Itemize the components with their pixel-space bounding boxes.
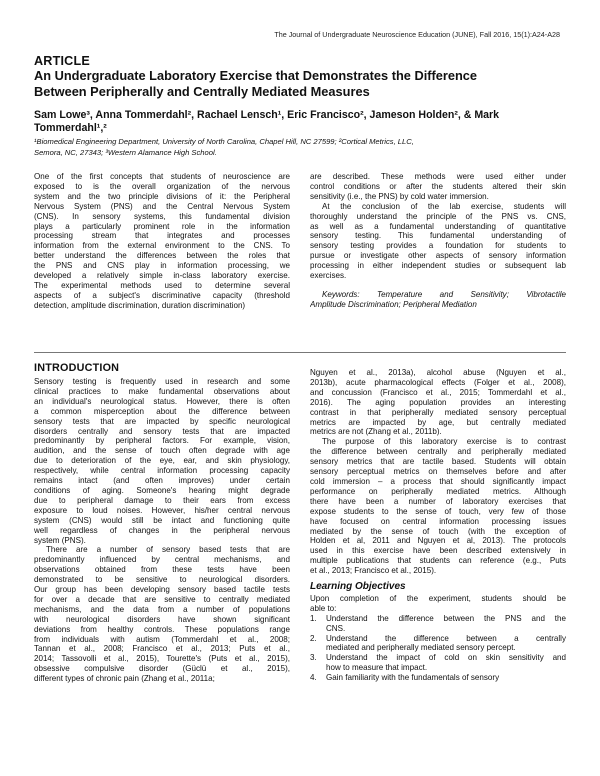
- text-line: pursue or investigate other aspects of sensory information: [310, 251, 566, 261]
- text-line: system and the two principle divisions of it: the Peripheral: [34, 191, 290, 201]
- title-line: Between Peripherally and Centrally Mediated Measures: [34, 84, 370, 99]
- author-line: Tommerdahl¹,²: [34, 122, 107, 134]
- text-line: contrast in that peripherally mediated sensory perceptual: [310, 407, 566, 417]
- text-line: Holden et al, 2011 and Nguyen et al, 2013). The protocols: [310, 536, 566, 546]
- text-line: metrics are not (Zhang et al., 2011b).: [310, 427, 442, 437]
- objective-item: [310, 653, 566, 673]
- objective-text: Understand the difference between the PNS and the: [326, 613, 566, 623]
- text-line: et al., 2013; Francisco et al., 2015).: [310, 566, 437, 576]
- text-line: there have been a number of laboratory exercises that: [310, 496, 566, 506]
- text-line: performance on peripherally mediated metrics. Although: [310, 486, 566, 496]
- affiliation-line: ¹Biomedical Engineering Department, University of North Carolina, Chapel Hill, NC 27599; ²Cortical Metrics, LLC,: [34, 137, 414, 146]
- article-label: ARTICLE: [34, 54, 90, 68]
- text-line: sensory perceptual metrics on themselves before and after: [310, 467, 566, 477]
- objective-text: Gain familiarity with the fundamentals of sensory: [326, 673, 500, 683]
- article-title: [34, 68, 574, 100]
- text-line: well regardless of changes in the peripheral nervous: [34, 525, 290, 535]
- text-line: an individual's neurological status. However, there is often: [34, 396, 290, 406]
- text-line: mechanisms, and the data from a number of populations: [34, 604, 290, 614]
- text-line: system (PNS).: [34, 535, 86, 545]
- text-line: metrics are impacted by age, but centrally mediated: [310, 417, 566, 427]
- text-line: clinical practices to make fundamental observations about: [34, 386, 290, 396]
- text-line: multiple publications that students can reference (e.g., Puts: [310, 556, 566, 566]
- text-line: disorders centrally and sensory tests that are impacted: [34, 426, 290, 436]
- text-line: sensory testing provides a foundation for students to: [310, 241, 566, 251]
- objective-number: 1.: [310, 613, 317, 623]
- learning-objectives-heading: Learning Objectives: [310, 581, 406, 593]
- text-line: 2013b), acute pharmacological effects (Folger et al., 2008),: [310, 377, 566, 387]
- title-line: An Undergraduate Laboratory Exercise that Demonstrates the Difference: [34, 68, 478, 83]
- text-line: There are a number of sensory based tests that are: [46, 545, 290, 555]
- text-line: Keywords: Temperature and Sensitivity; Vibrotactile: [322, 289, 566, 299]
- objective-item: [310, 614, 566, 634]
- intro-paragraph: [34, 377, 290, 545]
- text-line: the difference between centrally and peripherally mediated: [310, 447, 566, 457]
- abstract-paragraph: [310, 202, 566, 281]
- introduction-right-column: [310, 368, 566, 683]
- text-line: due to deterioration of the eye, ear, and skin physiology,: [34, 456, 290, 466]
- text-line: 2016). The aging population provides an interesting: [310, 397, 566, 407]
- text-line: as well as a fundamental understanding of quantitative: [310, 221, 566, 231]
- text-line: cold immersion – a process that should significantly impact: [310, 476, 566, 486]
- text-line: detection, amplitude discrimination, duration discrimination): [34, 300, 246, 310]
- introduction-left-column: [34, 377, 290, 684]
- text-line: (CNS). In sensory systems, this fundamental division: [34, 211, 290, 221]
- introduction-heading: INTRODUCTION: [34, 362, 120, 374]
- text-line: predominantly influenced by central mechanisms, and: [34, 555, 290, 565]
- text-line: sensory testing. This fundamental understanding of: [310, 231, 566, 241]
- objective-number: 3.: [310, 653, 317, 663]
- text-line: Nguyen et al., 2013a), alcohol abuse (Nguyen et al.,: [310, 368, 566, 377]
- text-line: At the conclusion of the lab exercise, students will: [322, 201, 566, 211]
- keywords: [310, 290, 566, 310]
- abstract-paragraph: [310, 172, 566, 202]
- objective-text: CNS.: [326, 623, 346, 633]
- journal-header: The Journal of Undergraduate Neuroscience Education (JUNE), Fall 2016, 15(1):A24-A28: [274, 30, 560, 39]
- objective-text: Understand the impact of cold on skin sensitivity and: [326, 653, 566, 663]
- author-list: [34, 109, 574, 135]
- text-line: processing in either independent studies or subsequent lab: [310, 261, 566, 271]
- text-line: information from the external environment to the CNS. To: [34, 241, 290, 251]
- text-line: for over a decade that are sensitive to centrally mediated: [34, 594, 290, 604]
- text-line: predominantly by peripheral factors. For example, vision,: [34, 436, 290, 446]
- text-line: One of the first concepts that students of neuroscience are: [34, 172, 290, 181]
- text-line: Tannan et al., 2008; Francisco et al., 2013; Puts et al.,: [34, 644, 290, 654]
- text-line: respectively, while central information processing capacity: [34, 466, 290, 476]
- text-line: plays a particularly prominent role in the information: [34, 221, 290, 231]
- text-line: sensory tests that are impacted by specific neurological: [34, 416, 290, 426]
- affiliations: [34, 137, 574, 158]
- text-line: are described. These methods were used either under: [310, 172, 566, 181]
- section-divider: [34, 352, 566, 353]
- objective-item: [310, 673, 566, 683]
- text-line: have focused on central information processing issues: [310, 516, 566, 526]
- text-line: The experimental methods used to determine several: [34, 280, 290, 290]
- text-line: remains intact (and often improves) under certain: [34, 476, 290, 486]
- text-line: Sensory testing is frequently used in research and some: [34, 377, 290, 386]
- text-line: expose students to the sense of touch, very few of those: [310, 506, 566, 516]
- text-line: observations obtained from these tests have been: [34, 565, 290, 575]
- affiliation-line: Semora, NC, 27343; ³Western Alamance High School.: [34, 147, 217, 157]
- text-line: deviations from healthy controls. These populations range: [34, 624, 290, 634]
- text-line: Amplitude Discrimination; Peripheral Mediation: [310, 299, 477, 309]
- text-line: mediated by the sense of touch (with the exception of: [310, 526, 566, 536]
- text-line: demonstrated to be sensitive to neurological disorders.: [34, 575, 290, 585]
- text-line: exercises.: [310, 271, 347, 281]
- text-line: from individuals with autism (Tommerdahl et al., 2008;: [34, 634, 290, 644]
- text-line: 2014; Tassovolli et al., 2015), Tourette's (Puts et al., 2015),: [34, 654, 290, 664]
- author-line: Sam Lowe³, Anna Tommerdahl², Rachael Lensch¹, Eric Francisco², Jameson Holden², & Mark: [34, 109, 500, 121]
- abstract-right-column: [310, 172, 566, 310]
- text-line: developed a relatively simple in-class laboratory exercise.: [34, 271, 290, 281]
- text-line: with neurological disorders have shown significant: [34, 614, 290, 624]
- objectives-list: [310, 614, 566, 683]
- text-line: better understand the differences between the roles that: [34, 251, 290, 261]
- text-line: able to:: [310, 603, 337, 613]
- text-line: exposure to loud noises. However, his/her central nervous: [34, 505, 290, 515]
- intro-paragraph: [310, 437, 566, 576]
- text-line: a common misperception about the difference between: [34, 406, 290, 416]
- text-line: conditions of aging. Someone's hearing might degrade: [34, 485, 290, 495]
- text-line: exposed to is the overall organization of the nervous: [34, 181, 290, 191]
- text-line: obsessive compulsive disorder (Güclü et al., 2015),: [34, 664, 290, 674]
- text-line: The purpose of this laboratory exercise is to contrast: [322, 437, 566, 447]
- text-line: aspects of a subject's discriminative capacity (threshold: [34, 290, 290, 300]
- text-line: due to peripheral damage to their ears from excess: [34, 495, 290, 505]
- intro-paragraph: [310, 368, 566, 437]
- text-line: used in this exercise have been described extensively in: [310, 546, 566, 556]
- text-line: sensory metrics that are tactile based. Students will obtain: [310, 457, 566, 467]
- objective-text: Understand the difference between a centrally: [326, 633, 566, 643]
- text-line: control conditions or after the students altered their skin: [310, 181, 566, 191]
- text-line: Nervous System (PNS) and the Central Nervous System: [34, 201, 290, 211]
- text-line: system (CNS) would still be intact and functioning quite: [34, 515, 290, 525]
- objective-item: [310, 634, 566, 654]
- text-line: audition, and the sense of touch often degrade with age: [34, 446, 290, 456]
- abstract-left-column: [34, 172, 290, 311]
- text-line: different types of chronic pain (Zhang et al., 2011a;: [34, 674, 215, 684]
- text-line: the PNS and CNS play in information processing, we: [34, 261, 290, 271]
- objective-text: mediated and peripherally mediated sensory percept.: [326, 643, 516, 653]
- intro-paragraph: [34, 545, 290, 684]
- objective-number: 2.: [310, 633, 317, 643]
- text-line: processing stream that integrates and processes: [34, 231, 290, 241]
- objective-text: how to measure that impact.: [326, 663, 428, 673]
- text-line: Upon completion of the experiment, students should be: [310, 593, 566, 603]
- text-line: thoroughly understand the principle of the PNS vs. CNS,: [310, 211, 566, 221]
- text-line: and concussion (Francisco et al., 2015; Tommerdahl et al.,: [310, 387, 566, 397]
- text-line: sensitivity (i.e., the PNS) by cold water immersion.: [310, 191, 489, 201]
- objectives-intro: [310, 594, 566, 614]
- objective-number: 4.: [310, 673, 317, 683]
- text-line: Our group has been developing sensory based tactile tests: [34, 585, 290, 595]
